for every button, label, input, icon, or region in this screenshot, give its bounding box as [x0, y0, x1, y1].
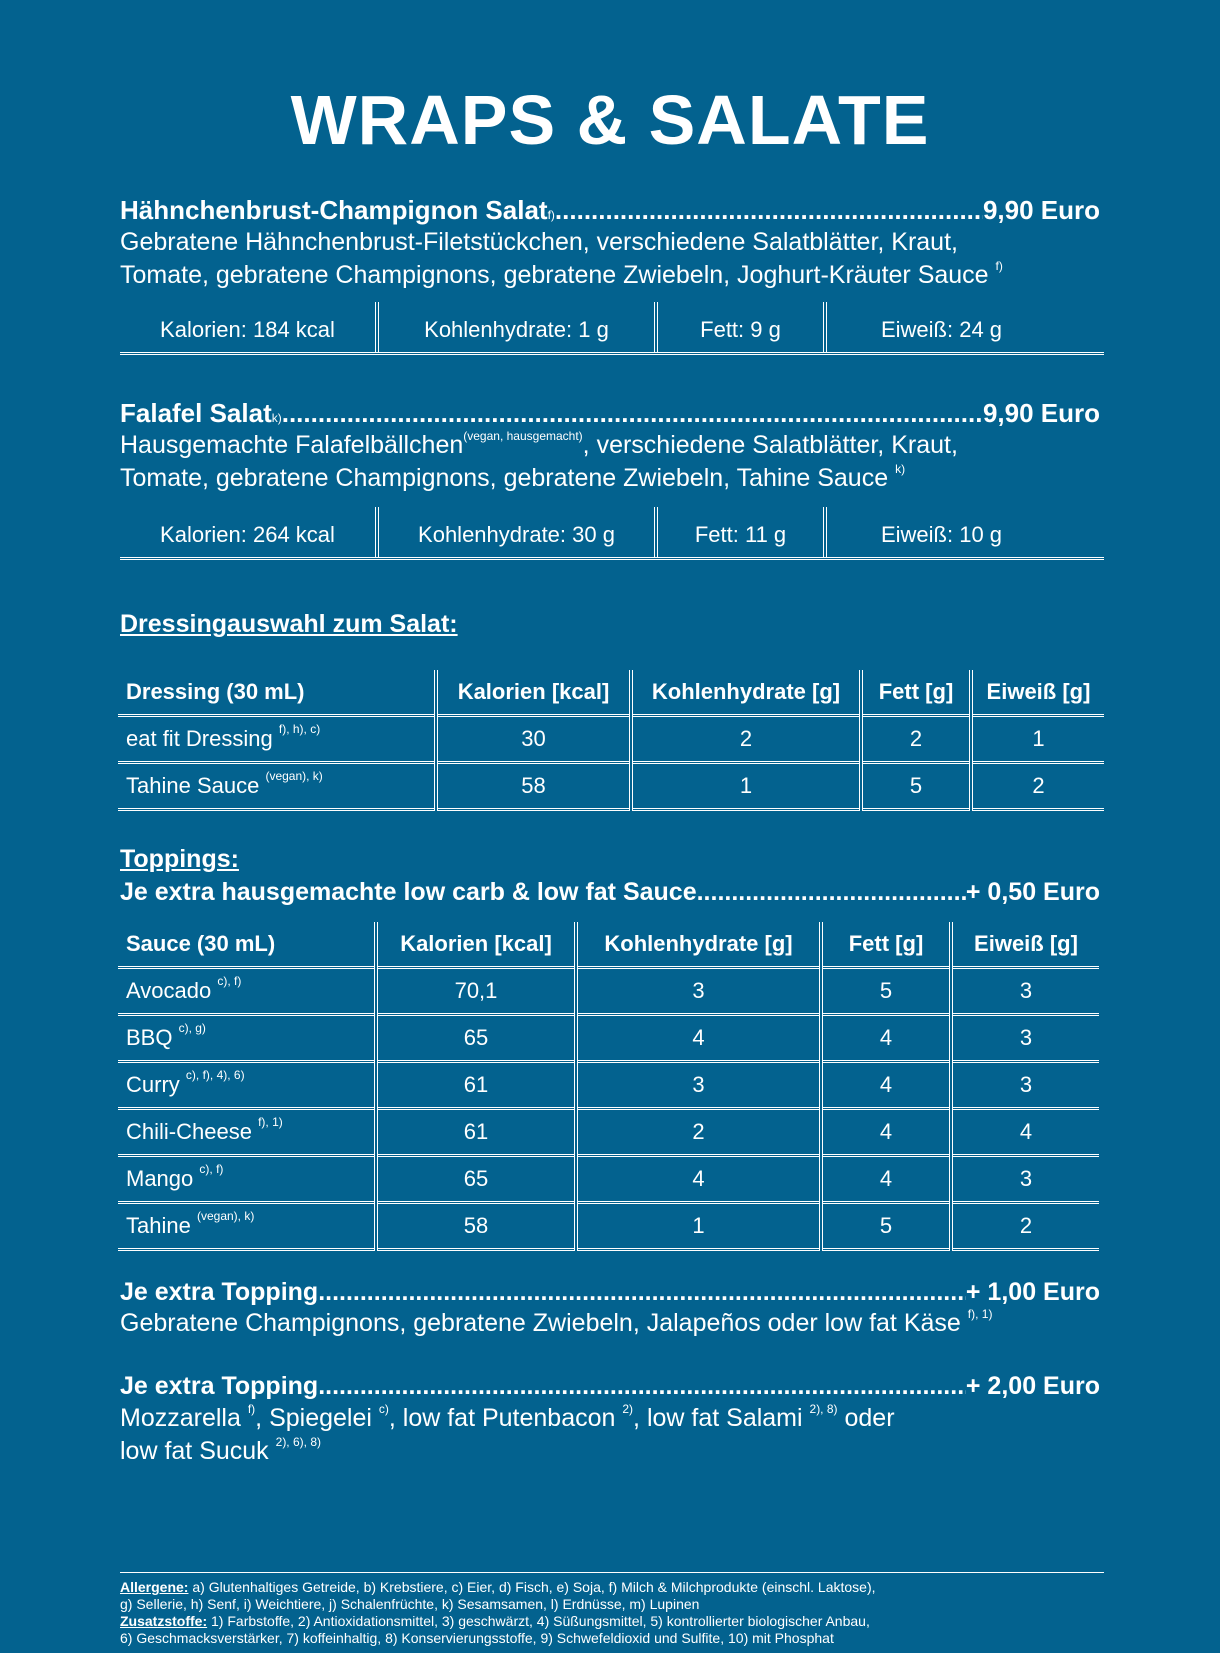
- nutrition-row-falafel-salad: [120, 507, 1104, 560]
- menu-item-falafel-salad: [120, 398, 1100, 495]
- table-cell: 3: [576, 1062, 821, 1109]
- table-cell: 3: [951, 1015, 1099, 1062]
- dot-leader: [282, 398, 983, 429]
- page-title: WRAPS & SALATE: [290, 81, 930, 159]
- allergen-line: [120, 1579, 1104, 1596]
- nutrition-protein: Eiweiß: 10 g: [880, 522, 1003, 547]
- table-cell: 2: [951, 1203, 1099, 1250]
- table-cell: 3: [951, 968, 1099, 1015]
- toppings-heading: Toppings:: [120, 845, 239, 873]
- desc-text: , low fat Putenbacon: [388, 1404, 616, 1432]
- table-row: [118, 1156, 1099, 1203]
- extra-topping-1-line: [120, 1278, 1100, 1307]
- dot-leader: [318, 1278, 966, 1307]
- sauce-name: [118, 1062, 376, 1109]
- table-header-row: [118, 922, 1099, 968]
- dressing-name: [118, 763, 436, 810]
- table-header: Fett [g]: [821, 922, 951, 968]
- allergen-text: a) Glutenhaltiges Getreide, b) Krebstiere, c) Eier, d) Fisch, e) Soja, f) Milch & Milchprodukte (einschl. Laktose),: [188, 1579, 876, 1595]
- extra-topping-1-desc: [120, 1307, 1100, 1340]
- table-row: [118, 1203, 1099, 1250]
- table-cell: 2: [576, 1109, 821, 1156]
- dot-leader: [555, 195, 983, 226]
- row-allergen: c), g): [178, 1021, 206, 1035]
- desc-text: , verschiedene Salatblätter, Kraut,: [582, 431, 958, 459]
- sauce-extra-line: [120, 878, 1100, 907]
- desc-text: Gebratene Champignons, gebratene Zwiebeln, Jalapeños oder low fat Käse: [120, 1309, 961, 1337]
- table-header: Kohlenhydrate [g]: [576, 922, 821, 968]
- row-label: Tahine: [126, 1213, 191, 1238]
- table-cell: 5: [821, 1203, 951, 1250]
- table-header: Kalorien [kcal]: [436, 670, 631, 716]
- dressing-name: [118, 716, 436, 763]
- row-allergen: c), f): [199, 1162, 224, 1176]
- desc-line: [120, 1402, 1100, 1435]
- desc-allergen: k): [895, 462, 906, 476]
- table-row: [118, 1109, 1099, 1156]
- nutrition-protein: Eiweiß: 24 g: [880, 317, 1003, 342]
- desc-allergen: c): [378, 1402, 389, 1416]
- table-cell: 58: [436, 763, 631, 810]
- desc-allergen: 2): [622, 1402, 634, 1416]
- table-cell: 1: [576, 1203, 821, 1250]
- nutrition-row-chicken-salad: [120, 302, 1104, 355]
- row-label: eat fit Dressing: [126, 726, 273, 751]
- table-cell: 5: [861, 763, 971, 810]
- table-cell: 61: [376, 1062, 576, 1109]
- row-label: BBQ: [126, 1025, 173, 1050]
- desc-allergen: f): [247, 1402, 256, 1416]
- item-price: 9,90 Euro: [982, 195, 1100, 225]
- row-allergen: (vegan), k): [265, 769, 323, 783]
- table-row: [118, 1015, 1099, 1062]
- additive-line: 6) Geschmacksverstärker, 7) koffeinhaltig, 8) Konservierungsstoffe, 9) Schwefeldioxid und Sulfite, 10) mit Phosphat: [120, 1630, 834, 1646]
- table-cell: 2: [861, 716, 971, 763]
- table-header: Eiweiß [g]: [971, 670, 1104, 716]
- extra-topping-label: Je extra Topping: [120, 1278, 319, 1306]
- nutrition-fat: Fett: 11 g: [658, 507, 827, 557]
- desc-line: [120, 1435, 1100, 1468]
- sauce-name: [118, 1109, 376, 1156]
- table-cell: 4: [576, 1156, 821, 1203]
- sauce-table: [118, 922, 1099, 1251]
- desc-line: [120, 429, 1100, 462]
- desc-allergen: 2), 8): [809, 1402, 838, 1416]
- additive-line: [120, 1613, 1104, 1630]
- nutrition-calories: Kalorien: 184 kcal: [120, 302, 379, 352]
- desc-allergen: (vegan, hausgemacht): [463, 429, 583, 443]
- table-cell: 65: [376, 1015, 576, 1062]
- extra-topping-2-desc: [120, 1402, 1100, 1468]
- table-cell: 4: [821, 1109, 951, 1156]
- row-allergen: f), h), c): [278, 722, 321, 736]
- nutrition-carbs: Kohlenhydrate: 1 g: [379, 302, 658, 352]
- table-row: [118, 1062, 1099, 1109]
- nutrition-calories: Kalorien: 264 kcal: [120, 507, 379, 557]
- table-cell: 5: [821, 968, 951, 1015]
- additive-text: 1) Farbstoffe, 2) Antioxidationsmittel, 3) geschwärzt, 4) Süßungsmittel, 5) kontrollierter biologischer Anbau,: [207, 1613, 870, 1629]
- table-cell: 65: [376, 1156, 576, 1203]
- item-description: [120, 226, 1100, 292]
- row-label: Chili-Cheese: [126, 1119, 252, 1144]
- desc-text: , low fat Salami: [633, 1404, 803, 1432]
- item-name: Hähnchenbrust-Champignon Salat: [120, 195, 548, 225]
- menu-item-chicken-salad: [120, 195, 1100, 292]
- desc-text: Hausgemachte Falafelbällchen: [120, 431, 464, 459]
- item-name: Falafel Salat: [120, 398, 272, 428]
- table-cell: 30: [436, 716, 631, 763]
- table-header: Kalorien [kcal]: [376, 922, 576, 968]
- desc-text: Tomate, gebratene Champignons, gebratene Zwiebeln, Tahine Sauce: [120, 464, 889, 492]
- item-header: Hähnchenbrust-Champignon Salat f) ..... 9,90 Euro: [120, 195, 1100, 226]
- item-price: 9,90 Euro: [982, 398, 1100, 428]
- extra-topping-price: + 2,00 Euro: [965, 1372, 1100, 1400]
- sauce-extra-label: Je extra hausgemachte low carb & low fat Sauce: [120, 878, 697, 906]
- desc-line: [120, 462, 1100, 495]
- sauce-extra-price: + 0,50 Euro: [965, 878, 1100, 906]
- nutrition-fat: Fett: 9 g: [658, 302, 827, 352]
- table-row: [118, 716, 1104, 763]
- row-label: Tahine Sauce: [126, 773, 260, 798]
- footer-legend: [120, 1572, 1104, 1647]
- table-cell: 70,1: [376, 968, 576, 1015]
- desc-text: , Spiegelei: [255, 1404, 372, 1432]
- desc-allergen: f): [995, 259, 1003, 273]
- table-cell: 1: [631, 763, 861, 810]
- table-cell: 61: [376, 1109, 576, 1156]
- row-label: Avocado: [126, 978, 212, 1003]
- sauce-name: [118, 1203, 376, 1250]
- dot-leader: [318, 1372, 966, 1401]
- row-allergen: f), 1): [258, 1115, 283, 1129]
- table-cell: 3: [951, 1062, 1099, 1109]
- row-label: Curry: [126, 1072, 180, 1097]
- table-header: Kohlenhydrate [g]: [631, 670, 861, 716]
- table-cell: 2: [631, 716, 861, 763]
- item-description: [120, 429, 1100, 495]
- allergen-label: Allergene:: [120, 1579, 189, 1595]
- desc-text: oder: [837, 1404, 895, 1432]
- desc-text: Mozzarella: [120, 1404, 241, 1432]
- table-cell: 3: [576, 968, 821, 1015]
- table-header: Eiweiß [g]: [951, 922, 1099, 968]
- allergen-line: g) Sellerie, h) Senf, i) Weichtiere, j) Schalenfrüchte, k) Sesamsamen, l) Erdnüsse, m) Lupinen: [120, 1596, 700, 1612]
- table-cell: 4: [821, 1062, 951, 1109]
- dressing-heading: Dressingauswahl zum Salat:: [120, 610, 458, 638]
- table-cell: 1: [971, 716, 1104, 763]
- desc-text: low fat Sucuk: [120, 1437, 269, 1465]
- table-header-row: [118, 670, 1104, 716]
- table-header: Sauce (30 mL): [118, 922, 376, 968]
- table-header: Dressing (30 mL): [118, 670, 436, 716]
- table-cell: 3: [951, 1156, 1099, 1203]
- table-cell: 2: [971, 763, 1104, 810]
- desc-allergen: 2), 6), 8): [275, 1435, 321, 1449]
- sauce-name: [118, 968, 376, 1015]
- row-allergen: c), f), 4), 6): [185, 1068, 245, 1082]
- table-row: [118, 763, 1104, 810]
- row-allergen: (vegan), k): [196, 1209, 255, 1223]
- dot-leader: [697, 878, 966, 907]
- dressing-table: [118, 670, 1104, 811]
- extra-topping-label: Je extra Topping: [120, 1372, 319, 1400]
- table-cell: 58: [376, 1203, 576, 1250]
- table-cell: 4: [821, 1015, 951, 1062]
- sauce-name: [118, 1015, 376, 1062]
- additive-label: Zusatzstoffe:: [120, 1613, 208, 1629]
- table-cell: 4: [821, 1156, 951, 1203]
- desc-line: Gebratene Hähnchenbrust-Filetstückchen, verschiedene Salatblätter, Kraut,: [120, 228, 958, 256]
- desc-allergen: f), 1): [967, 1307, 993, 1321]
- desc-text: Tomate, gebratene Champignons, gebratene Zwiebeln, Joghurt-Kräuter Sauce: [120, 261, 989, 289]
- table-header: Fett [g]: [861, 670, 971, 716]
- desc-line: [120, 259, 1100, 292]
- extra-topping-price: + 1,00 Euro: [965, 1278, 1100, 1306]
- nutrition-carbs: Kohlenhydrate: 30 g: [379, 507, 658, 557]
- table-cell: 4: [576, 1015, 821, 1062]
- sauce-name: [118, 1156, 376, 1203]
- row-allergen: c), f): [217, 974, 242, 988]
- table-row: [118, 968, 1099, 1015]
- item-header: Falafel Salat k) ..... 9,90 Euro: [120, 398, 1100, 429]
- row-label: Mango: [126, 1166, 194, 1191]
- table-cell: 4: [951, 1109, 1099, 1156]
- extra-topping-2-line: [120, 1372, 1100, 1401]
